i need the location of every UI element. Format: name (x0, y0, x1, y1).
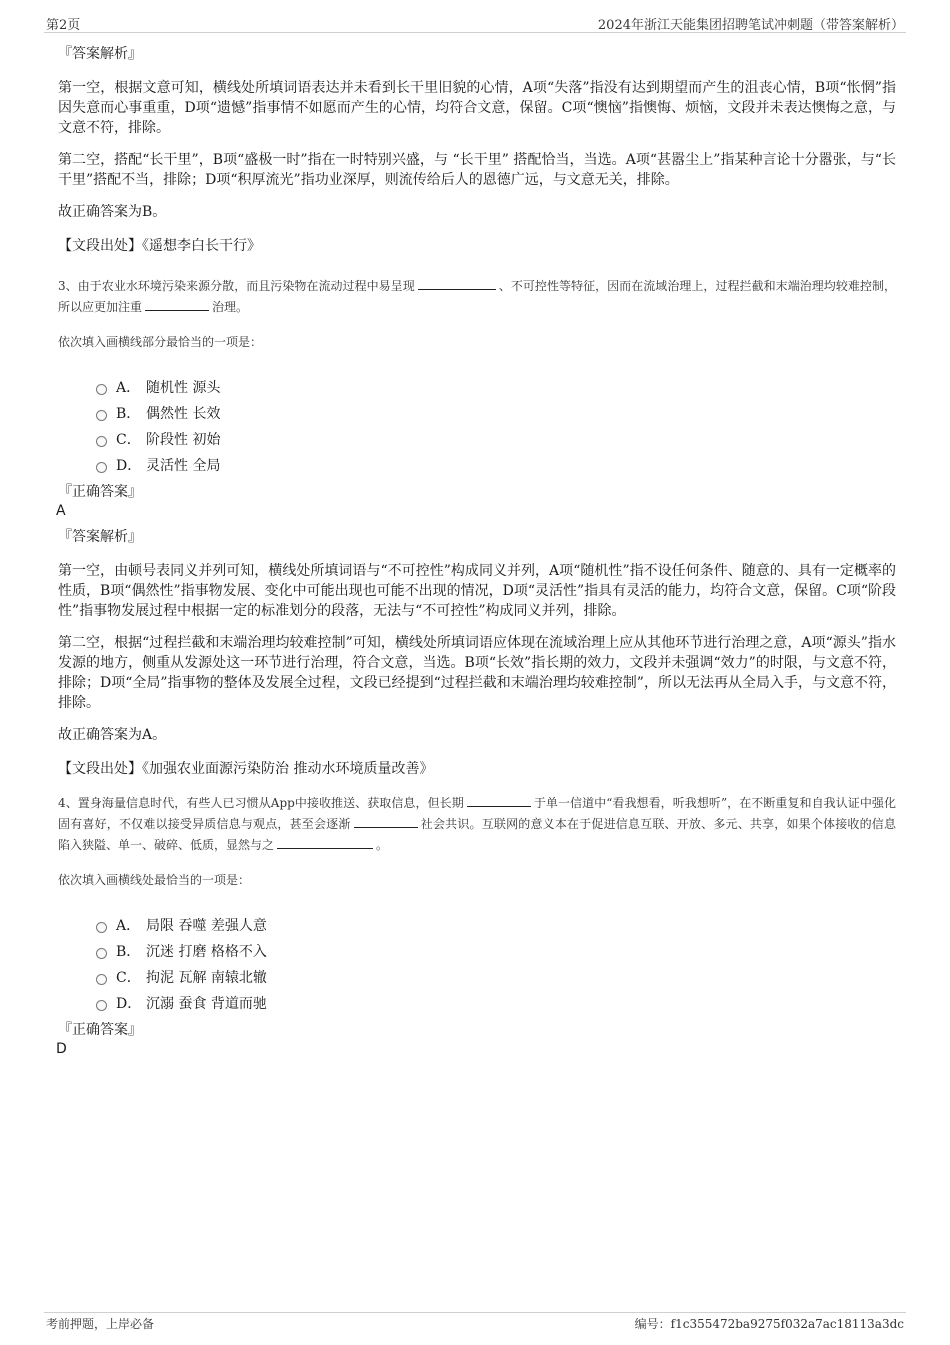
radio-button-icon[interactable] (96, 922, 107, 933)
option-list (96, 375, 896, 479)
option-b[interactable]: B． 沉迷 打磨 格格不入 (96, 939, 896, 965)
page-header (44, 12, 906, 33)
radio-button-icon[interactable] (96, 974, 107, 985)
analysis-label: 『答案解析』 (58, 46, 142, 62)
question-stem: 4、置身海量信息时代，有些人已习惯从App中接收推送、获取信息，但长期 于单一信道中“看我想看，听我想听”，在不断重复和自我认证中强化固有喜好，不仅难以接受异质信息与观点，甚至会逐渐 社会共识。互联网的意义本在于促进信息互联、开放、多元、共享，如果个体接收的信息陷入狭隘、单一、破碎、低质，显然与之 。 (58, 793, 896, 856)
radio-button-icon[interactable] (96, 436, 107, 447)
question-prompt: 依次填入画横线部分最恰当的一项是： (58, 335, 263, 349)
blank-3 (277, 835, 373, 849)
question-prompt: 依次填入画横线处最恰当的一项是： (58, 873, 251, 887)
page-number: 第2页 (46, 18, 81, 33)
analysis-label: 『答案解析』 (58, 529, 142, 545)
correct-answer-label: 『正确答案』 (58, 1022, 142, 1038)
option-c[interactable]: C． 拘泥 瓦解 南辕北辙 (96, 965, 896, 991)
analysis-paragraph-1: 第一空，根据文意可知，横线处所填词语表达并未看到长干里旧貌的心情，A项“失落”指没有达到期望而产生的沮丧心情，B项“怅惘”指因失意而心事重重，D项“遗憾”指事情不如愿而产生的心情，均符合文意，保留。C项“懊恼”指懊悔、烦恼，文段并未表达懊悔之意，与文意不符，排除。 (58, 80, 896, 136)
option-d[interactable]: D． 灵活性 全局 (96, 453, 896, 479)
passage-source: 【文段出处】《遥想李白长干行》 (58, 238, 261, 254)
question-4 (58, 793, 896, 1059)
option-d[interactable]: D． 沉溺 蚕食 背道而驰 (96, 991, 896, 1017)
correct-answer: A (56, 503, 66, 519)
blank-2 (354, 814, 418, 828)
radio-button-icon[interactable] (96, 462, 107, 473)
correct-answer-label: 『正确答案』 (58, 484, 142, 500)
analysis-conclusion: 故正确答案为B。 (58, 204, 167, 220)
radio-button-icon[interactable] (96, 410, 107, 421)
document-title: 2024年浙江天能集团招聘笔试冲刺题（带答案解析） (597, 18, 904, 33)
analysis-paragraph-2: 第二空，搭配“长干里”，B项“盛极一时”指在一时特别兴盛，与 “长干里” 搭配恰当，当选。A项“甚嚣尘上”指某种言论十分嚣张，与“长干里”搭配不当，排除；D项“积厚流光”指功业深厚，则流传给后人的恩德广远，与文意无关，排除。 (58, 152, 896, 188)
footer-slogan: 考前押题，上岸必备 (46, 1317, 155, 1331)
blank-1 (467, 793, 531, 807)
question-2-analysis (58, 44, 896, 256)
question-3 (58, 276, 896, 779)
option-a[interactable]: A． 局限 吞噬 差强人意 (96, 913, 896, 939)
question-stem: 3、由于农业水环境污染来源分散，而且污染物在流动过程中易呈现 、不可控性等特征，因而在流域治理上，过程拦截和末端治理均较难控制，所以应更加注重 治理。 (58, 276, 896, 318)
document-code: 编号：f1c355472ba9275f032a7ac18113a3dc (634, 1317, 904, 1331)
analysis-paragraph-1: 第一空，由顿号表同义并列可知，横线处所填词语与“不可控性”构成同义并列，A项“随机性”指不设任何条件、随意的、具有一定概率的性质，B项“偶然性”指事物发展、变化中可能出现也可能不出现的情况，D项“灵活性”指具有灵活的能力，均符合文意，保留。C项“阶段性”指事物发展过程中根据一定的标准划分的段落，无法与“不可控性”构成同义并列，排除。 (58, 563, 897, 619)
option-a[interactable]: A． 随机性 源头 (96, 375, 896, 401)
page-footer (44, 1312, 906, 1331)
option-c[interactable]: C． 阶段性 初始 (96, 427, 896, 453)
passage-source: 【文段出处】《加强农业面源污染防治 推动水环境质量改善》 (58, 761, 434, 777)
blank-2 (145, 297, 209, 311)
option-list (96, 913, 896, 1017)
analysis-conclusion: 故正确答案为A。 (58, 727, 167, 743)
radio-button-icon[interactable] (96, 1000, 107, 1011)
radio-button-icon[interactable] (96, 384, 107, 395)
analysis-paragraph-2: 第二空，根据“过程拦截和末端治理均较难控制”可知，横线处所填词语应体现在流域治理上应从其他环节进行治理之意，A项“源头”指水发源的地方，侧重从发源处这一环节进行治理，符合文意，当选。B项“长效”指长期的效力，文段并未强调“效力”的时限，与文意不符，排除；D项“全局”指事物的整体及发展全过程，文段已经提到“过程拦截和末端治理均较难控制”，所以无法再从全局入手，与文意不符，排除。 (58, 635, 896, 711)
option-b[interactable]: B． 偶然性 长效 (96, 401, 896, 427)
correct-answer: D (56, 1041, 67, 1057)
radio-button-icon[interactable] (96, 948, 107, 959)
document-body (58, 44, 896, 1065)
blank-1 (418, 276, 496, 290)
